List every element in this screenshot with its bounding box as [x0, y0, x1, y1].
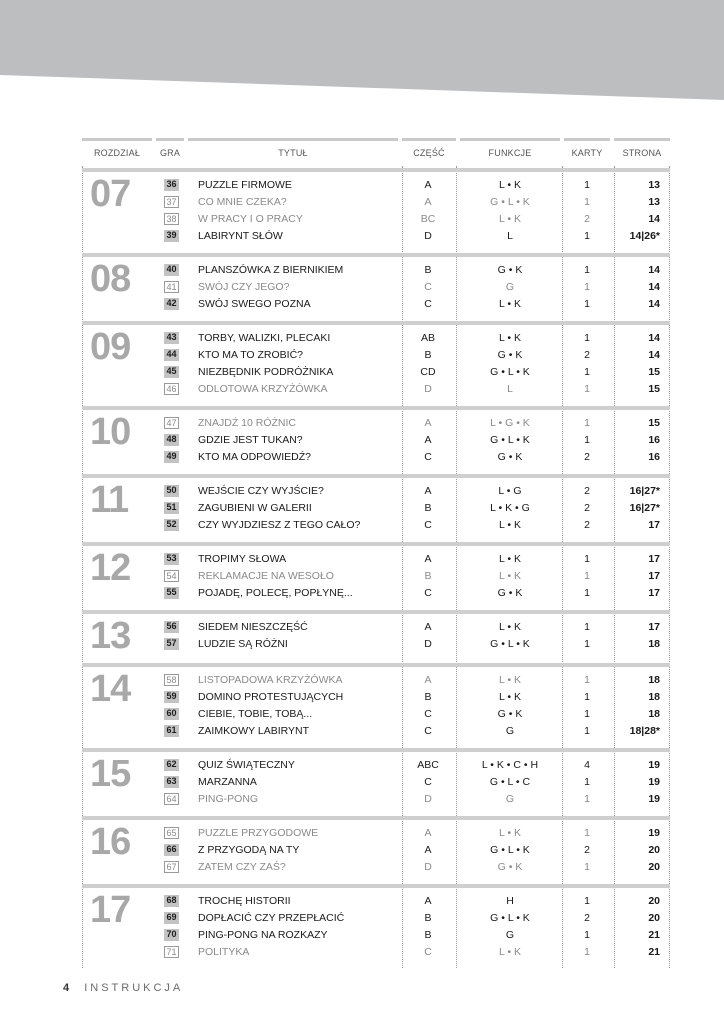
- game-number: 67: [164, 861, 179, 873]
- chapter-block: [82, 884, 670, 967]
- game-row: [82, 228, 670, 245]
- game-title: PUZZLE PRZYGODOWE: [198, 827, 319, 839]
- game-page: 19: [648, 793, 660, 805]
- game-number: 41: [164, 281, 179, 293]
- game-row: [82, 757, 670, 774]
- game-page: 14|26*: [629, 230, 660, 242]
- game-functions: G • K: [497, 264, 523, 276]
- page-number: 4: [63, 982, 70, 994]
- game-title: GDZIE JEST TUKAN?: [198, 434, 303, 446]
- game-functions: G • L • K: [490, 638, 530, 650]
- game-functions: G: [505, 725, 515, 737]
- game-functions: L • K: [499, 213, 521, 225]
- chapter-block: [82, 816, 670, 882]
- game-title: LISTOPADOWA KRZYŻÓWKA: [198, 674, 343, 686]
- game-part: A: [424, 196, 432, 208]
- game-title: ZATEM CZY ZAŚ?: [198, 861, 286, 873]
- game-part: A: [424, 434, 432, 446]
- game-part: A: [424, 827, 432, 839]
- game-part: C: [424, 725, 432, 737]
- game-row: [82, 364, 670, 381]
- game-functions: G: [505, 793, 515, 805]
- game-title: MARZANNA: [198, 776, 257, 788]
- game-title: ZAIMKOWY LABIRYNT: [198, 725, 310, 737]
- game-cards: 1: [584, 621, 590, 633]
- game-row: [82, 944, 670, 961]
- chapter-block: [82, 663, 670, 746]
- game-part: D: [424, 861, 432, 873]
- header-title: TYTUŁ: [188, 138, 398, 160]
- table-of-contents: [82, 138, 670, 968]
- game-page: 18: [648, 691, 660, 703]
- game-number: 50: [164, 485, 179, 497]
- game-functions: L • K: [499, 519, 521, 531]
- game-number: 69: [164, 912, 179, 924]
- game-row: [82, 347, 670, 364]
- chapter-block: [82, 168, 670, 251]
- game-part: A: [424, 895, 432, 907]
- game-title: POJADĘ, POLECĘ, POPŁYNĘ...: [198, 587, 353, 599]
- game-functions: L • K: [499, 946, 521, 958]
- game-part: D: [424, 230, 432, 242]
- game-cards: 1: [584, 179, 590, 191]
- game-part: C: [424, 708, 432, 720]
- game-row: [82, 791, 670, 808]
- game-part: C: [424, 451, 432, 463]
- game-title: SWÓJ SWEGO POZNA: [198, 298, 311, 310]
- game-cards: 2: [584, 485, 590, 497]
- game-number: 48: [164, 434, 179, 446]
- game-row: [82, 842, 670, 859]
- game-part: A: [424, 553, 432, 565]
- game-cards: 1: [584, 793, 590, 805]
- game-part: C: [424, 776, 432, 788]
- game-row: [82, 619, 670, 636]
- game-title: W PRACY I O PRACY: [198, 213, 303, 225]
- game-title: KTO MA TO ZROBIĆ?: [198, 349, 304, 361]
- game-title: REKLAMACJE NA WESOŁO: [198, 570, 334, 582]
- chapter-block: [82, 406, 670, 472]
- game-page: 14: [648, 349, 660, 361]
- game-number: 59: [164, 691, 179, 703]
- game-part: A: [424, 179, 432, 191]
- game-title: WEJŚCIE CZY WYJŚCIE?: [198, 485, 324, 497]
- game-part: B: [424, 691, 432, 703]
- chapter-number: 17: [90, 889, 131, 931]
- game-functions: L • K: [499, 298, 521, 310]
- game-functions: L: [507, 383, 513, 395]
- game-row: [82, 279, 670, 296]
- game-row: [82, 859, 670, 876]
- game-title: SIEDEM NIESZCZĘŚĆ: [198, 621, 308, 633]
- game-functions: H: [506, 895, 514, 907]
- game-title: LUDZIE SĄ RÓŻNI: [198, 638, 288, 650]
- game-functions: L • K: [499, 553, 521, 565]
- game-functions: G: [505, 929, 515, 941]
- game-cards: 2: [584, 844, 590, 856]
- game-number: 70: [164, 929, 179, 941]
- game-title: Z PRZYGODĄ NA TY: [198, 844, 300, 856]
- game-number: 44: [164, 349, 179, 361]
- footer-label: INSTRUKCJA: [84, 982, 184, 994]
- game-row: [82, 551, 670, 568]
- game-row: [82, 893, 670, 910]
- game-functions: G • K: [497, 708, 523, 720]
- game-functions: G: [505, 281, 515, 293]
- game-page: 17: [648, 570, 660, 582]
- game-page: 14: [648, 281, 660, 293]
- chapter-number: 10: [90, 411, 131, 453]
- game-number: 56: [164, 621, 179, 633]
- game-row: [82, 194, 670, 211]
- game-cards: 1: [584, 298, 590, 310]
- game-cards: 1: [584, 332, 590, 344]
- game-title: PING-PONG: [198, 793, 259, 805]
- game-part: D: [424, 793, 432, 805]
- header-game: GRA: [156, 138, 184, 160]
- game-number: 64: [164, 793, 179, 805]
- header-part: CZĘŚĆ: [402, 138, 456, 160]
- game-title: TROCHĘ HISTORII: [198, 895, 291, 907]
- game-cards: 1: [584, 691, 590, 703]
- game-functions: G • L • K: [490, 912, 530, 924]
- game-row: [82, 415, 670, 432]
- game-title: ZNAJDŹ 10 RÓŻNIC: [198, 417, 297, 429]
- game-part: D: [424, 638, 432, 650]
- game-part: B: [424, 570, 432, 582]
- game-page: 19: [648, 827, 660, 839]
- chapter-number: 14: [90, 668, 131, 710]
- game-cards: 1: [584, 946, 590, 958]
- game-part: C: [424, 281, 432, 293]
- game-part: ABC: [417, 759, 439, 771]
- game-number: 36: [164, 179, 179, 191]
- game-row: [82, 177, 670, 194]
- game-cards: 1: [584, 570, 590, 582]
- game-page: 16|27*: [629, 485, 660, 497]
- game-cards: 2: [584, 519, 590, 531]
- game-page: 20: [648, 844, 660, 856]
- game-cards: 1: [584, 895, 590, 907]
- game-cards: 1: [584, 708, 590, 720]
- header-banner: [0, 0, 724, 110]
- chapter-number: 12: [90, 547, 131, 589]
- game-number: 43: [164, 332, 179, 344]
- game-page: 20: [648, 895, 660, 907]
- game-row: [82, 483, 670, 500]
- game-title: DOMINO PROTESTUJĄCYCH: [198, 691, 344, 703]
- game-functions: L • K: [499, 621, 521, 633]
- game-number: 61: [164, 725, 179, 737]
- game-page: 18|28*: [629, 725, 660, 737]
- game-row: [82, 432, 670, 449]
- game-page: 20: [648, 861, 660, 873]
- game-number: 54: [164, 570, 179, 582]
- game-part: B: [424, 502, 432, 514]
- game-row: [82, 568, 670, 585]
- game-page: 18: [648, 708, 660, 720]
- header-page: STRONA: [614, 138, 670, 160]
- game-number: 49: [164, 451, 179, 463]
- game-functions: G • L • K: [490, 434, 530, 446]
- game-part: AB: [420, 332, 435, 344]
- game-page: 21: [648, 946, 660, 958]
- game-number: 65: [164, 827, 179, 839]
- chapter-block: [82, 253, 670, 319]
- game-cards: 2: [584, 912, 590, 924]
- game-page: 16|27*: [629, 502, 660, 514]
- game-row: [82, 517, 670, 534]
- game-title: POLITYKA: [198, 946, 250, 958]
- game-row: [82, 723, 670, 740]
- game-cards: 2: [584, 349, 590, 361]
- game-page: 20: [648, 912, 660, 924]
- game-functions: G • L • K: [490, 844, 530, 856]
- header-chapter: ROZDZIAŁ: [82, 138, 152, 160]
- game-functions: L • K: [499, 691, 521, 703]
- game-functions: G • L • K: [490, 366, 530, 378]
- game-row: [82, 449, 670, 466]
- game-page: 15: [648, 383, 660, 395]
- game-cards: 1: [584, 383, 590, 395]
- game-number: 38: [164, 213, 179, 225]
- game-row: [82, 927, 670, 944]
- game-page: 13: [648, 179, 660, 191]
- game-cards: 1: [584, 776, 590, 788]
- game-row: [82, 672, 670, 689]
- game-page: 15: [648, 417, 660, 429]
- game-title: ODLOTOWA KRZYŻÓWKA: [198, 383, 328, 395]
- game-page: 17: [648, 621, 660, 633]
- game-page: 14: [648, 213, 660, 225]
- game-page: 17: [648, 553, 660, 565]
- game-number: 45: [164, 366, 179, 378]
- game-cards: 1: [584, 587, 590, 599]
- game-number: 42: [164, 298, 179, 310]
- game-cards: 1: [584, 638, 590, 650]
- table-header: [82, 138, 670, 160]
- game-part: C: [424, 587, 432, 599]
- game-functions: L • K: [499, 827, 521, 839]
- game-functions: G • L • K: [490, 196, 530, 208]
- game-part: B: [424, 349, 432, 361]
- page-footer: [63, 982, 183, 994]
- game-cards: 4: [584, 759, 590, 771]
- game-page: 21: [648, 929, 660, 941]
- game-functions: L • G: [498, 485, 522, 497]
- game-title: LABIRYNT SŁÓW: [198, 230, 283, 242]
- game-title: CIEBIE, TOBIE, TOBĄ...: [198, 708, 313, 720]
- chapter-block: [82, 748, 670, 814]
- game-title: QUIZ ŚWIĄTECZNY: [198, 759, 295, 771]
- game-cards: 1: [584, 434, 590, 446]
- game-cards: 1: [584, 230, 590, 242]
- game-page: 14: [648, 298, 660, 310]
- game-number: 60: [164, 708, 179, 720]
- game-title: ZAGUBIENI W GALERII: [198, 502, 312, 514]
- game-title: TROPIMY SŁOWA: [198, 553, 287, 565]
- game-page: 16: [648, 434, 660, 446]
- game-functions: G • K: [497, 861, 523, 873]
- game-title: DOPŁACIĆ CZY PRZEPŁACIĆ: [198, 912, 345, 924]
- game-page: 17: [648, 519, 660, 531]
- game-cards: 1: [584, 366, 590, 378]
- chapter-number: 15: [90, 753, 131, 795]
- game-part: C: [424, 519, 432, 531]
- chapter-number: 11: [90, 479, 129, 521]
- header-functions: FUNKCJE: [460, 138, 560, 160]
- game-row: [82, 381, 670, 398]
- game-page: 15: [648, 366, 660, 378]
- game-number: 40: [164, 264, 179, 276]
- game-cards: 1: [584, 861, 590, 873]
- game-part: A: [424, 674, 432, 686]
- game-cards: 1: [584, 674, 590, 686]
- game-row: [82, 330, 670, 347]
- game-cards: 2: [584, 502, 590, 514]
- game-number: 53: [164, 553, 179, 565]
- game-number: 37: [164, 196, 179, 208]
- game-title: CZY WYJDZIESZ Z TEGO CAŁO?: [198, 519, 361, 531]
- game-functions: L • K: [499, 332, 521, 344]
- game-functions: G • K: [497, 451, 523, 463]
- chapter-number: 09: [90, 326, 131, 368]
- game-row: [82, 262, 670, 279]
- game-page: 13: [648, 196, 660, 208]
- game-title: SWÓJ CZY JEGO?: [198, 281, 290, 293]
- game-page: 14: [648, 264, 660, 276]
- game-part: A: [424, 417, 432, 429]
- game-part: B: [424, 929, 432, 941]
- game-row: [82, 774, 670, 791]
- game-page: 18: [648, 638, 660, 650]
- game-part: A: [424, 621, 432, 633]
- game-title: PUZZLE FIRMOWE: [198, 179, 292, 191]
- game-title: NIEZBĘDNIK PODRÓŻNIKA: [198, 366, 334, 378]
- game-part: A: [424, 485, 432, 497]
- header-cards: KARTY: [564, 138, 610, 160]
- game-row: [82, 500, 670, 517]
- game-part: B: [424, 264, 432, 276]
- game-functions: L • K • C • H: [481, 759, 539, 771]
- game-number: 52: [164, 519, 179, 531]
- game-functions: L • K • G: [490, 502, 530, 514]
- game-functions: G • K: [497, 587, 523, 599]
- game-cards: 1: [584, 929, 590, 941]
- game-cards: 1: [584, 827, 590, 839]
- game-functions: G • L • C: [489, 776, 531, 788]
- game-functions: L • K: [499, 179, 521, 191]
- game-functions: G • K: [497, 349, 523, 361]
- chapter-number: 13: [90, 615, 131, 657]
- game-number: 46: [164, 383, 179, 395]
- game-functions: L • K: [499, 674, 521, 686]
- game-row: [82, 585, 670, 602]
- game-page: 18: [648, 674, 660, 686]
- game-row: [82, 910, 670, 927]
- game-cards: 1: [584, 264, 590, 276]
- game-number: 51: [164, 502, 179, 514]
- game-functions: L • K: [499, 570, 521, 582]
- game-functions: L • G • K: [490, 417, 530, 429]
- chapter-block: [82, 474, 670, 540]
- game-title: TORBY, WALIZKI, PLECAKI: [198, 332, 331, 344]
- game-title: PING-PONG NA ROZKAZY: [198, 929, 328, 941]
- game-part: CD: [420, 366, 436, 378]
- game-row: [82, 689, 670, 706]
- game-part: C: [424, 946, 432, 958]
- game-number: 66: [164, 844, 179, 856]
- game-number: 39: [164, 230, 179, 242]
- game-page: 19: [648, 776, 660, 788]
- game-cards: 1: [584, 553, 590, 565]
- game-number: 71: [164, 946, 179, 958]
- game-page: 14: [648, 332, 660, 344]
- chapter-block: [82, 610, 670, 659]
- chapter-number: 08: [90, 258, 131, 300]
- chapter-number: 16: [90, 821, 131, 863]
- game-title: KTO MA ODPOWIEDŹ?: [198, 451, 311, 463]
- game-cards: 1: [584, 417, 590, 429]
- chapter-number: 07: [90, 173, 131, 215]
- game-cards: 2: [584, 451, 590, 463]
- game-part: BC: [420, 213, 436, 225]
- game-part: C: [424, 298, 432, 310]
- game-part: A: [424, 844, 432, 856]
- game-number: 57: [164, 638, 179, 650]
- game-row: [82, 706, 670, 723]
- game-number: 63: [164, 776, 179, 788]
- game-row: [82, 825, 670, 842]
- game-number: 68: [164, 895, 179, 907]
- game-cards: 1: [584, 281, 590, 293]
- game-page: 17: [648, 587, 660, 599]
- game-cards: 1: [584, 196, 590, 208]
- game-number: 55: [164, 587, 179, 599]
- game-functions: L: [507, 230, 513, 242]
- game-number: 47: [164, 417, 179, 429]
- chapter-block: [82, 321, 670, 404]
- game-part: B: [424, 912, 432, 924]
- game-row: [82, 296, 670, 313]
- game-title: PLANSZÓWKA Z BIERNIKIEM: [198, 264, 344, 276]
- game-number: 62: [164, 759, 179, 771]
- chapter-block: [82, 542, 670, 608]
- game-cards: 1: [584, 725, 590, 737]
- game-title: CO MNIE CZEKA?: [198, 196, 287, 208]
- game-row: [82, 636, 670, 653]
- game-row: [82, 211, 670, 228]
- game-number: 58: [164, 674, 179, 686]
- game-part: D: [424, 383, 432, 395]
- game-page: 16: [648, 451, 660, 463]
- game-cards: 2: [584, 213, 590, 225]
- game-page: 19: [648, 759, 660, 771]
